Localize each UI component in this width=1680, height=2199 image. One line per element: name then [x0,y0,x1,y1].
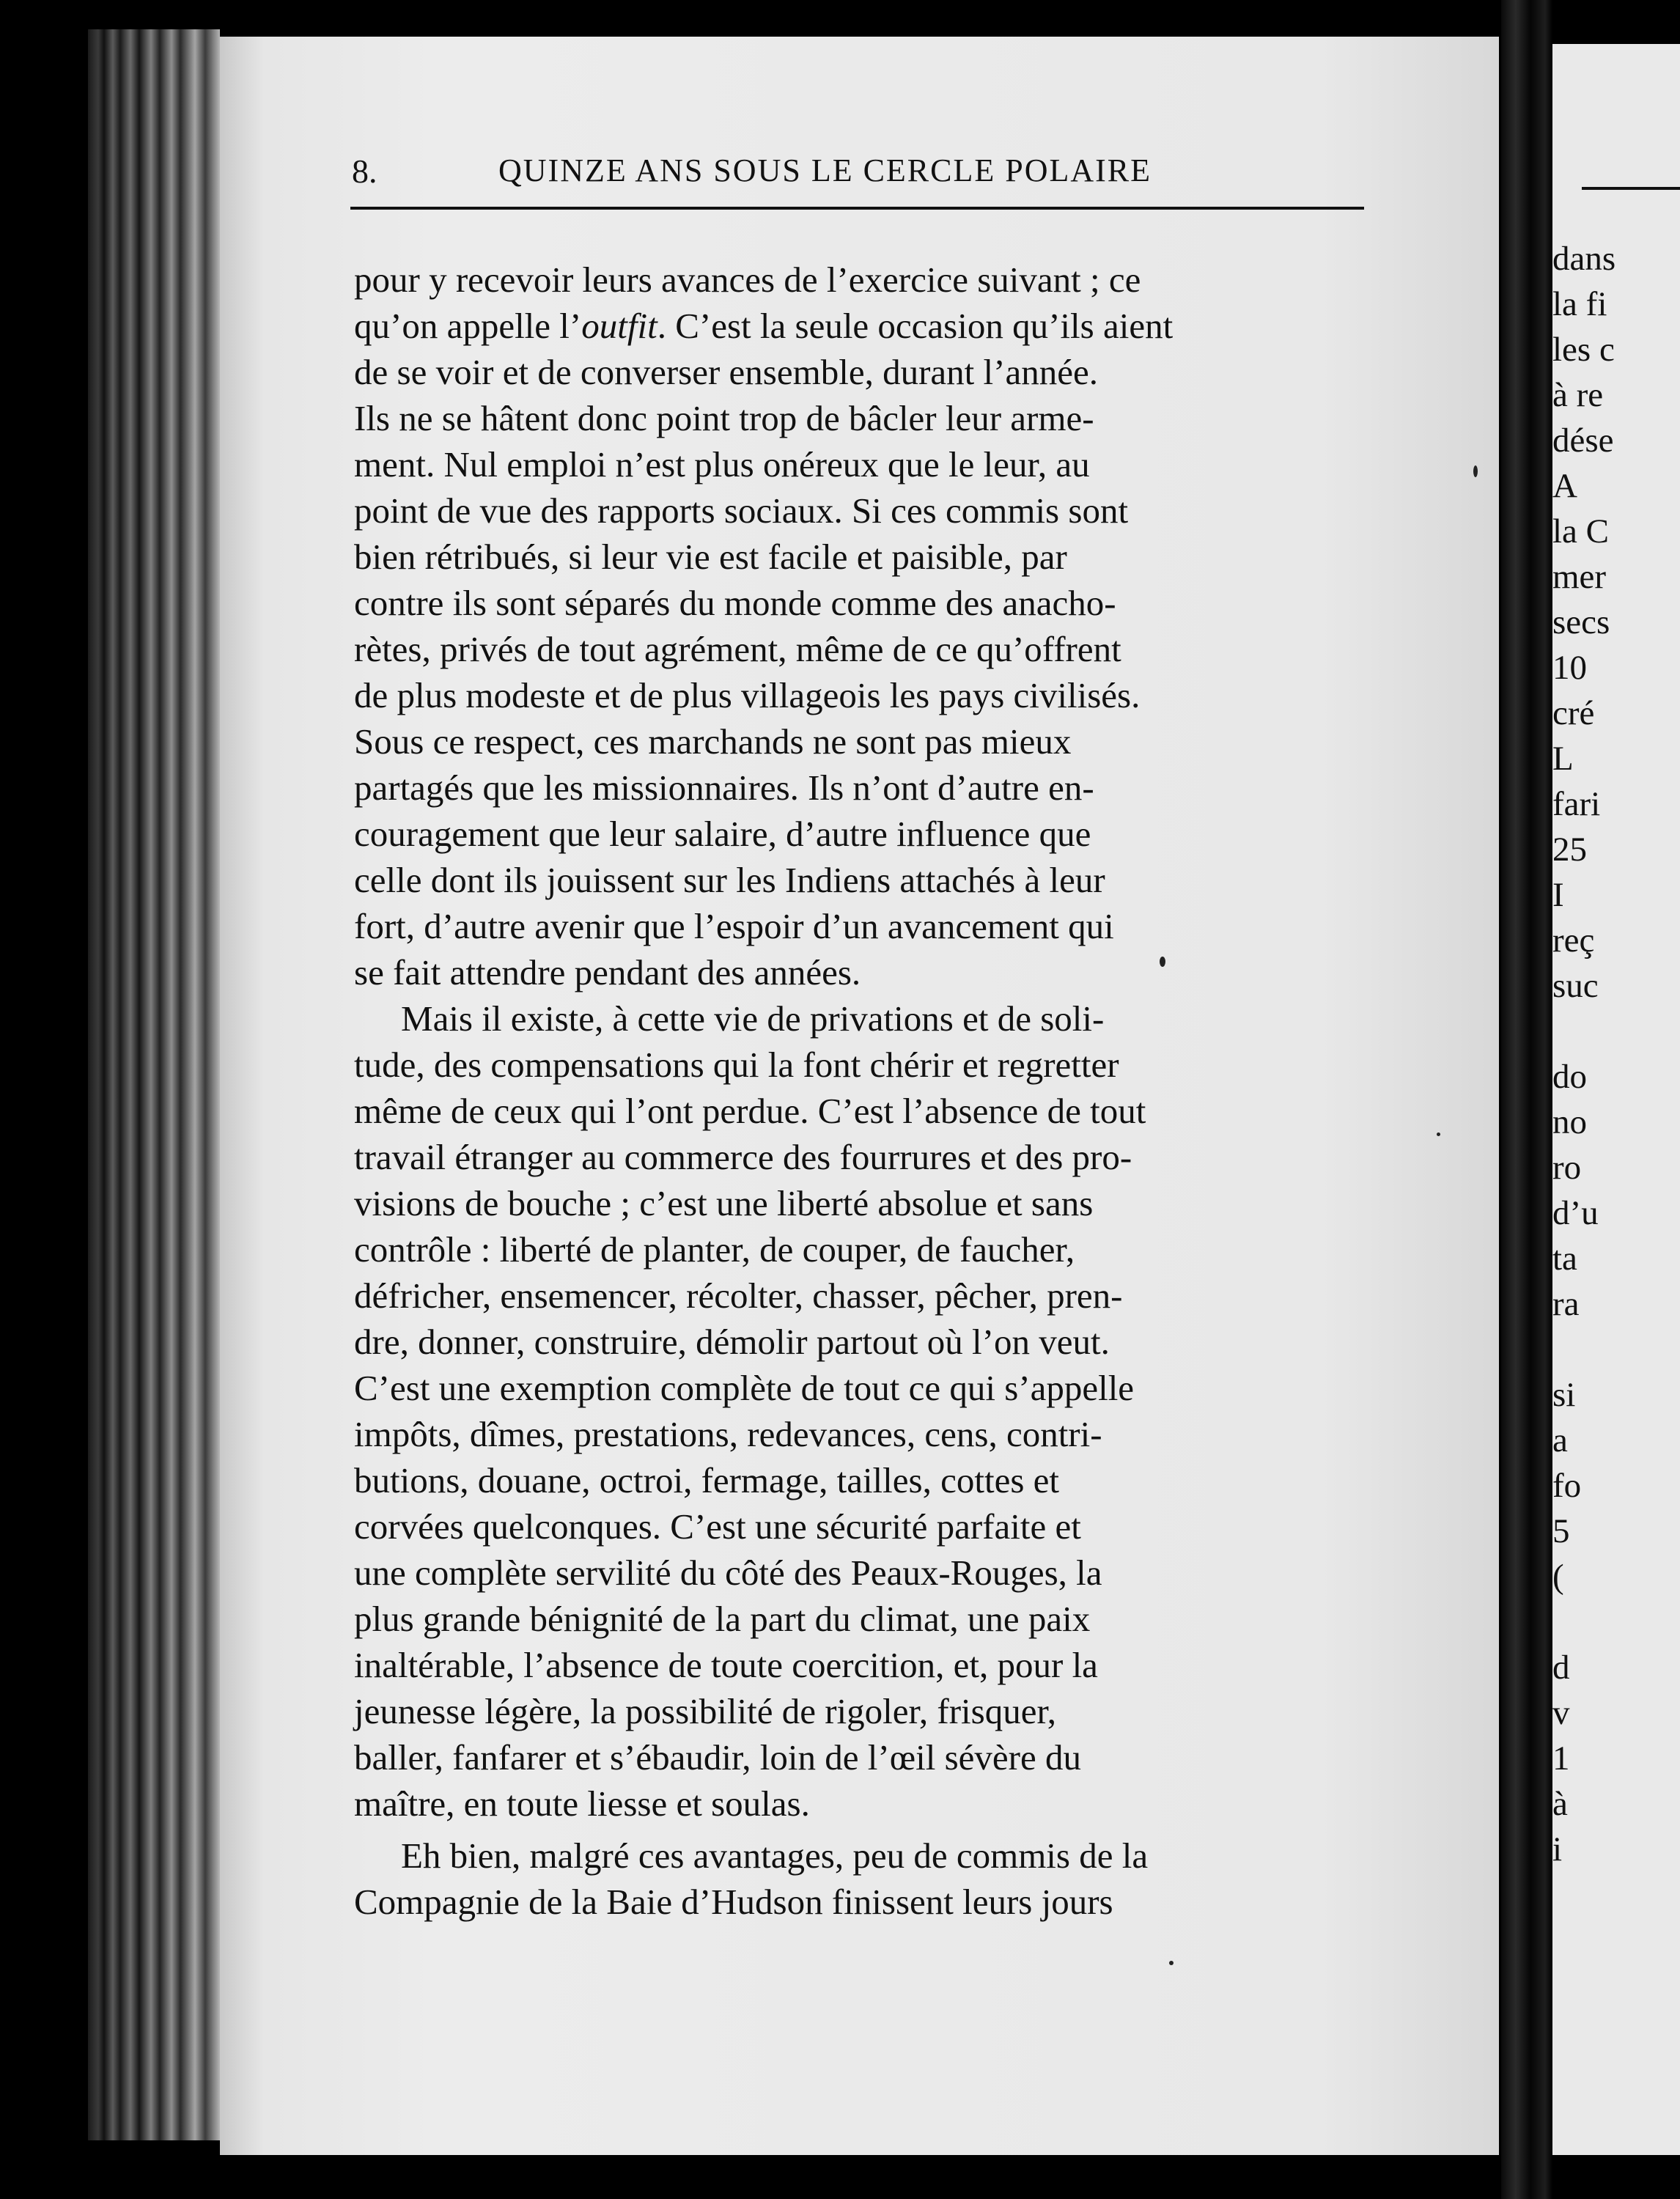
text-line: inaltérable, l’absence de toute coercition, et, pour la [354,1645,1098,1685]
facing-page-fragment-line: ra [1552,1285,1580,1323]
stacked-page-edges [88,29,220,2140]
text-line: même de ceux qui l’ont perdue. C’est l’absence de tout [354,1091,1146,1131]
page-number: 8. [352,152,377,190]
text-segment: qu’on appelle l’ [354,306,582,346]
text-line: couragement que leur salaire, d’autre influence que [354,814,1091,854]
facing-page-fragment-line: mer [1552,558,1607,596]
text-line: celle dont ils jouissent sur les Indiens attachés à leur [354,860,1105,900]
facing-page-fragment-line: ro [1552,1149,1582,1187]
facing-page-fragment-line: cré [1552,694,1595,732]
facing-page-fragment-line: dans [1552,240,1616,278]
text-line: tude, des compensations qui la font chérir et regretter [354,1045,1119,1085]
facing-page-fragment-line: a [1552,1421,1568,1459]
facing-page-fragment-line: 1 [1552,1739,1570,1778]
text-line: maître, en toute liesse et soulas. [354,1783,810,1824]
text-line: pour y recevoir leurs avances de l’exercice suivant ; ce [354,259,1141,300]
facing-page-fragment-line: d [1552,1649,1570,1687]
text-line: fort, d’autre avenir que l’espoir d’un avancement qui [354,906,1114,946]
facing-page-fragment-line: L [1552,740,1574,778]
italic-word: outfit [581,306,657,346]
facing-page-fragment-line: d’u [1552,1194,1599,1232]
text-line: visions de bouche ; c’est une liberté absolue et sans [354,1183,1094,1223]
text-segment: . C’est la seule occasion qu’ils aient [657,306,1174,346]
facing-page-fragment-line: secs [1552,603,1610,641]
facing-page-fragment-line: les c [1552,331,1615,369]
text-line [354,303,1395,349]
text-line: corvées quelconques. C’est une sécurité parfaite et [354,1506,1081,1547]
text-line: rètes, privés de tout agrément, même de ce qu’offrent [354,629,1121,669]
text-line: de plus modeste et de plus villageois les pays civilisés. [354,675,1141,715]
text-line: baller, fanfarer et s’ébaudir, loin de l’œil sévère du [354,1737,1081,1778]
facing-page-fragment-line: la fi [1552,285,1607,323]
text-line: point de vue des rapports sociaux. Si ces commis sont [354,490,1129,531]
body-text [354,257,1395,1925]
scan-speck [1473,465,1478,477]
facing-page-fragment-line: no [1552,1103,1587,1141]
facing-page-fragment-line: ta [1552,1240,1577,1278]
text-line: travail étranger au commerce des fourrures et des pro- [354,1137,1132,1177]
text-line: contre ils sont séparés du monde comme des anacho- [354,583,1116,623]
text-line: jeunesse légère, la possibilité de rigoler, frisquer, [354,1691,1057,1731]
facing-page-fragment-line: la C [1552,512,1610,550]
text-line: C’est une exemption complète de tout ce qui s’appelle [354,1368,1135,1408]
facing-page-fragment-line: 25 [1552,830,1587,869]
facing-page-fragment-line: fo [1552,1467,1582,1505]
scan-speck [1437,1132,1440,1136]
facing-page-fragment-line [1552,1327,1680,1372]
text-line: de se voir et de converser ensemble, durant l’année. [354,352,1098,392]
text-line: bien rétribués, si leur vie est facile et paisible, par [354,537,1067,577]
text-line: Compagnie de la Baie d’Hudson finissent leurs jours [354,1882,1113,1922]
running-head: QUINZE ANS SOUS LE CERCLE POLAIRE [498,152,1152,188]
facing-page-fragment-line: I [1552,876,1564,914]
facing-page-fragment-line: à [1552,1785,1568,1823]
text-line: ment. Nul emploi n’est plus onéreux que le leur, au [354,444,1090,485]
text-line: impôts, dîmes, prestations, redevances, cens, contri- [354,1414,1102,1454]
text-line: contrôle : liberté de planter, de couper, de faucher, [354,1229,1075,1270]
text-line: Sous ce respect, ces marchands ne sont pas mieux [354,721,1072,762]
text-line: butions, douane, octroi, fermage, tailles, cottes et [354,1460,1060,1500]
text-line: partagés que les missionnaires. Ils n’ont d’autre en- [354,767,1094,808]
facing-page-header-rule [1582,187,1680,190]
facing-page-fragment-line: fari [1552,785,1601,823]
facing-page-fragment-line: dése [1552,421,1614,460]
text-line: dre, donner, construire, démolir partout où l’on veut. [354,1322,1110,1362]
facing-page-fragment-line [1552,1599,1680,1645]
paragraph-first-line: Eh bien, malgré ces avantages, peu de commis de la [401,1835,1149,1876]
scan-speck [1160,957,1165,967]
facing-page-fragment-line: v [1552,1694,1570,1732]
scan-speck [1169,1961,1174,1965]
text-line: défricher, ensemencer, récolter, chasser, pêcher, pren- [354,1275,1123,1316]
paragraph-first-line: Mais il existe, à cette vie de privations et de soli- [401,998,1105,1039]
text-line: plus grande bénignité de la part du climat, une paix [354,1599,1091,1639]
book-gutter [1501,0,1552,2199]
facing-page-fragment-line: A [1552,467,1577,505]
facing-page-text [1552,236,1680,1872]
facing-page-fragment-line: i [1552,1830,1563,1868]
page-header [352,152,1363,196]
facing-page-fragment-line: 10 [1552,649,1587,687]
facing-page-fragment-line: si [1552,1376,1576,1414]
facing-page-fragment-line: do [1552,1058,1587,1096]
text-line: une complète servilité du côté des Peaux-Rouges, la [354,1552,1102,1593]
text-line: Ils ne se hâtent donc point trop de bâcler leur arme- [354,398,1094,438]
facing-page-fragment-line: reç [1552,921,1595,959]
facing-page-fragment-line: suc [1552,967,1599,1005]
header-rule [350,207,1364,210]
text-line: se fait attendre pendant des années. [354,952,861,992]
facing-page-fragment-line: 5 [1552,1512,1570,1550]
facing-page-fragment-line: ( [1552,1558,1564,1596]
facing-page-fragment-line [1552,1009,1680,1054]
facing-page-fragment-line: à re [1552,376,1604,414]
facing-page-fragment [1552,44,1680,2155]
